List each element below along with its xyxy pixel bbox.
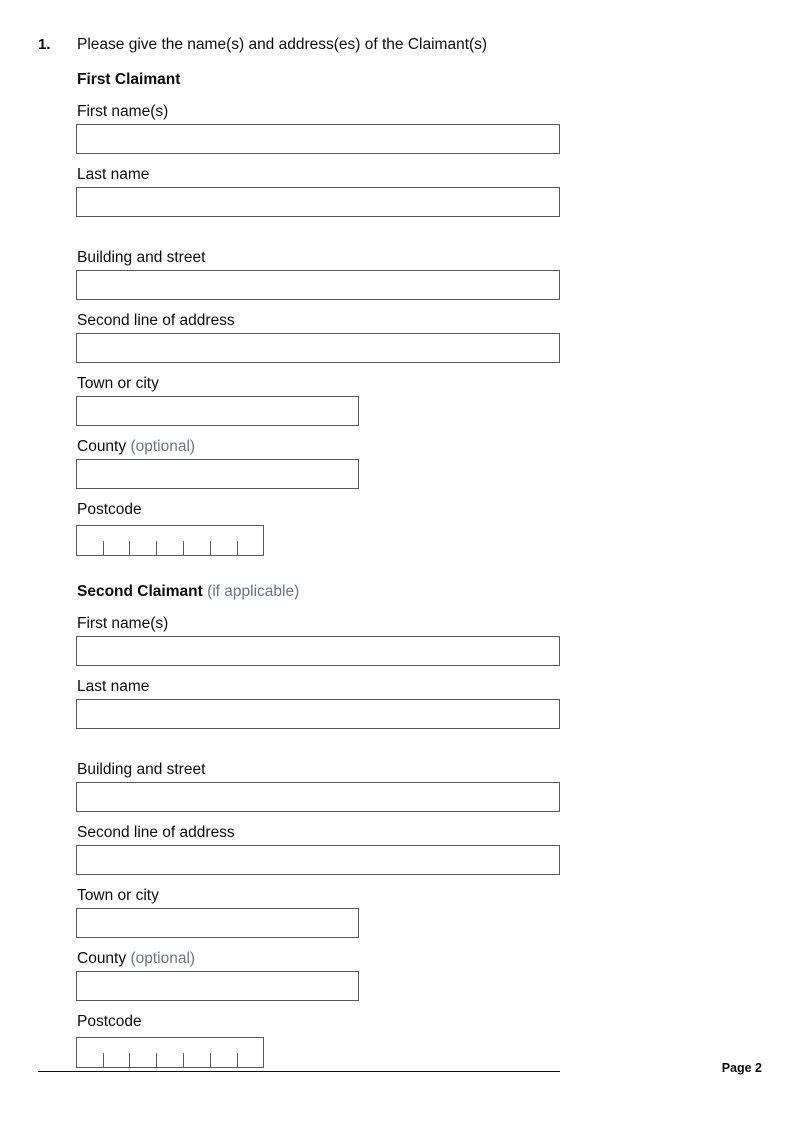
second-claimant-heading-hint: (if applicable)	[207, 583, 300, 600]
first-claimant-second-line-label: Second line of address	[77, 312, 235, 329]
second-claimant-county-field[interactable]	[76, 971, 359, 1001]
second-claimant-postcode-field[interactable]	[76, 1037, 264, 1068]
first-claimant-building-field[interactable]	[76, 270, 560, 300]
first-claimant-postcode-field[interactable]	[76, 525, 264, 556]
postcode-divider	[183, 541, 184, 555]
first-claimant-town-label: Town or city	[77, 375, 159, 392]
second-claimant-town-field[interactable]	[76, 908, 359, 938]
first-claimant-heading-text: First Claimant	[77, 71, 181, 88]
postcode-divider	[237, 1053, 238, 1067]
second-claimant-heading	[77, 583, 299, 601]
first-claimant-county-label-text: County	[77, 438, 127, 455]
first-claimant-last-name-label: Last name	[77, 166, 150, 183]
postcode-divider	[156, 1053, 157, 1067]
question-number: 1.	[38, 36, 51, 53]
postcode-divider	[129, 541, 130, 555]
second-claimant-town-label: Town or city	[77, 887, 159, 904]
question-text: Please give the name(s) and address(es) of the Claimant(s)	[77, 36, 488, 53]
postcode-divider	[237, 541, 238, 555]
postcode-divider	[103, 1053, 104, 1067]
first-claimant-county-hint: (optional)	[130, 438, 196, 455]
second-claimant-postcode-label: Postcode	[77, 1013, 142, 1030]
first-claimant-first-names-field[interactable]	[76, 124, 560, 154]
second-claimant-building-label: Building and street	[77, 761, 206, 778]
second-claimant-county-label-text: County	[77, 950, 127, 967]
postcode-divider	[103, 541, 104, 555]
first-claimant-second-line-field[interactable]	[76, 333, 560, 363]
second-claimant-second-line-field[interactable]	[76, 845, 560, 875]
first-claimant-last-name-field[interactable]	[76, 187, 560, 217]
first-claimant-town-field[interactable]	[76, 396, 359, 426]
second-claimant-first-names-label: First name(s)	[77, 615, 169, 632]
first-claimant-postcode-label: Postcode	[77, 501, 142, 518]
second-claimant-county-hint: (optional)	[130, 950, 196, 967]
postcode-divider	[210, 541, 211, 555]
postcode-divider	[210, 1053, 211, 1067]
first-claimant-building-label: Building and street	[77, 249, 206, 266]
page-number: Page 2	[721, 1061, 762, 1075]
second-claimant-last-name-field[interactable]	[76, 699, 560, 729]
first-claimant-county-field[interactable]	[76, 459, 359, 489]
second-claimant-first-names-field[interactable]	[76, 636, 560, 666]
second-claimant-last-name-label: Last name	[77, 678, 150, 695]
footer-rule	[38, 1071, 560, 1072]
postcode-divider	[129, 1053, 130, 1067]
first-claimant-heading	[77, 71, 180, 89]
postcode-divider	[183, 1053, 184, 1067]
second-claimant-building-field[interactable]	[76, 782, 560, 812]
second-claimant-county-label	[77, 950, 195, 968]
first-claimant-first-names-label: First name(s)	[77, 103, 169, 120]
second-claimant-heading-text: Second Claimant	[77, 583, 203, 600]
second-claimant-second-line-label: Second line of address	[77, 824, 235, 841]
postcode-divider	[156, 541, 157, 555]
first-claimant-county-label	[77, 438, 195, 456]
